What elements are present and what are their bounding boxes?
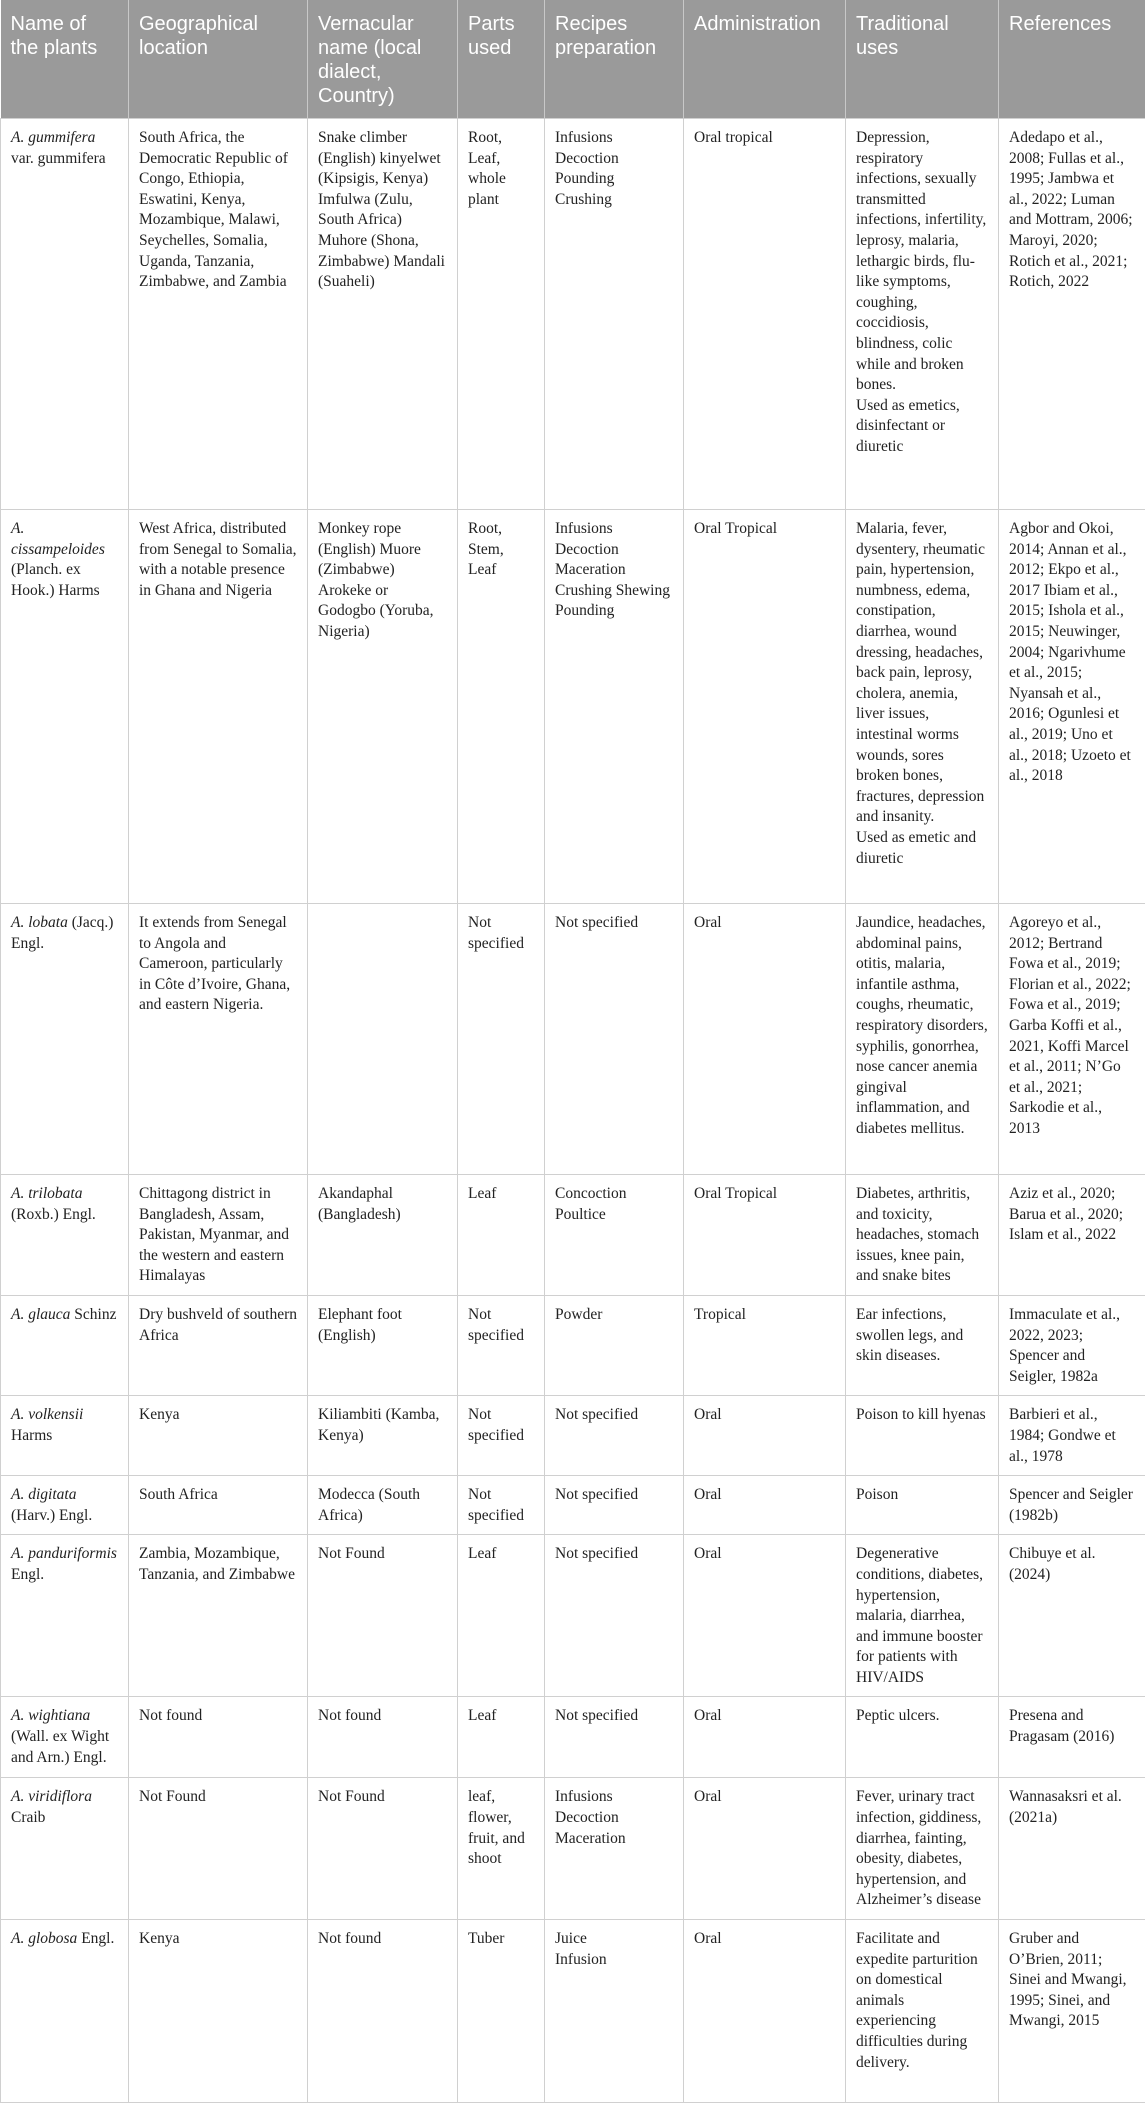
geographical-location-cell: Kenya	[129, 1396, 308, 1476]
table-row	[1, 1697, 1145, 1778]
traditional-uses-cell	[846, 119, 999, 510]
parts-used-cell: Leaf	[458, 1175, 545, 1296]
parts-used-cell: Leaf	[458, 1697, 545, 1778]
plant-scientific-name: A. glauca	[11, 1306, 70, 1323]
recipes-cell	[545, 1295, 684, 1395]
parts-used-cell: Leaf	[458, 1535, 545, 1697]
vernacular-name-cell: Kiliambiti (Kamba, Kenya)	[308, 1396, 458, 1476]
recipes-cell	[545, 1920, 684, 2103]
plant-name-cell	[1, 510, 129, 904]
plant-scientific-name: A. lobata	[11, 914, 68, 931]
use-item: Poison to kill hyenas	[856, 1405, 988, 1426]
plant-name-cell	[1, 1175, 129, 1296]
table-row	[1, 1920, 1145, 2103]
recipe-item: Not specified	[555, 1544, 673, 1565]
traditional-uses-cell	[846, 510, 999, 904]
table-row	[1, 1175, 1145, 1296]
use-item: Peptic ulcers.	[856, 1706, 988, 1727]
recipe-item: Pounding	[555, 601, 673, 622]
plant-authority: Engl.	[77, 1930, 114, 1947]
recipes-cell	[545, 1697, 684, 1778]
plant-name-cell	[1, 1778, 129, 1920]
plant-authority: Engl.	[11, 1566, 44, 1583]
plant-name-cell	[1, 119, 129, 510]
administration-cell: Tropical	[684, 1295, 846, 1395]
vernacular-name-cell: Not found	[308, 1697, 458, 1778]
plant-scientific-name: A. viridiflora	[11, 1788, 92, 1805]
plant-name-cell	[1, 1535, 129, 1697]
geographical-location-cell: It extends from Senegal to Angola and Cameroon, particularly in Côte d’Ivoire, Ghana, and eastern Nigeria.	[129, 904, 308, 1175]
table-row	[1, 1778, 1145, 1920]
geographical-location-cell: Dry bushveld of southern Africa	[129, 1295, 308, 1395]
plant-authority: Schinz	[70, 1306, 116, 1323]
vernacular-name-cell: Akandaphal (Bangladesh)	[308, 1175, 458, 1296]
geographical-location-cell: South Africa	[129, 1476, 308, 1535]
recipe-item: Crushing	[555, 190, 673, 211]
table-body	[1, 119, 1145, 2103]
recipe-item: Infusions	[555, 519, 673, 540]
recipe-item: Decoction	[555, 540, 673, 561]
recipe-item: Not specified	[555, 1485, 673, 1506]
plant-authority: var. gummifera	[11, 150, 106, 167]
recipe-item: Maceration	[555, 1829, 673, 1850]
geographical-location-cell: South Africa, the Democratic Republic of Congo, Ethiopia, Eswatini, Kenya, Mozambique, Malawi, Seychelles, Somalia, Uganda, Tanzania, Zimbabwe, and Zambia	[129, 119, 308, 510]
administration-cell: Oral Tropical	[684, 1175, 846, 1296]
header-administration: Administration	[684, 0, 846, 119]
administration-cell: Oral	[684, 1697, 846, 1778]
header-references: References	[999, 0, 1145, 119]
parts-used-cell: Root, Leaf, whole plant	[458, 119, 545, 510]
traditional-uses-cell	[846, 904, 999, 1175]
plant-scientific-name: A. panduriformis	[11, 1545, 117, 1562]
vernacular-name-cell: Snake climber (English) kinyelwet (Kipsigis, Kenya) Imfulwa (Zulu, South Africa) Muhore (Shona, Zimbabwe) Mandali (Suaheli)	[308, 119, 458, 510]
vernacular-name-cell: Elephant foot (English)	[308, 1295, 458, 1395]
header-traditional-uses: Traditional uses	[846, 0, 999, 119]
traditional-uses-cell	[846, 1920, 999, 2103]
references-cell: Adedapo et al., 2008; Fullas et al., 1995; Jambwa et al., 2022; Luman and Mottram, 2006; Maroyi, 2020; Rotich et al., 2021; Rotich, 2022	[999, 119, 1145, 510]
administration-cell: Oral tropical	[684, 119, 846, 510]
plant-name-cell	[1, 1295, 129, 1395]
geographical-location-cell: Not found	[129, 1697, 308, 1778]
plant-scientific-name: A. cissampeloides	[11, 520, 105, 558]
plant-scientific-name: A. wightiana	[11, 1707, 90, 1724]
traditional-uses-cell	[846, 1295, 999, 1395]
recipe-item: Decoction	[555, 149, 673, 170]
recipe-item: Not specified	[555, 1706, 673, 1727]
use-item: Used as emetics, disinfectant or diuretic	[856, 396, 988, 458]
references-cell: Wannasaksri et al. (2021a)	[999, 1778, 1145, 1920]
parts-used-cell: Not specified	[458, 904, 545, 1175]
administration-cell: Oral	[684, 1396, 846, 1476]
geographical-location-cell: Not Found	[129, 1778, 308, 1920]
header-name: Name of the plants	[1, 0, 129, 119]
recipe-item: Pounding	[555, 169, 673, 190]
references-cell: Gruber and O’Brien, 2011; Sinei and Mwangi, 1995; Sinei, and Mwangi, 2015	[999, 1920, 1145, 2103]
parts-used-cell: Tuber	[458, 1920, 545, 2103]
parts-used-cell: leaf, flower, fruit, and shoot	[458, 1778, 545, 1920]
plant-authority: (Wall. ex Wight and Arn.) Engl.	[11, 1728, 109, 1766]
use-item: Ear infections, swollen legs, and skin diseases.	[856, 1305, 988, 1367]
table-row	[1, 904, 1145, 1175]
header-vernacular-name: Vernacular name (local dialect, Country)	[308, 0, 458, 119]
geographical-location-cell: Zambia, Mozambique, Tanzania, and Zimbabwe	[129, 1535, 308, 1697]
traditional-uses-cell	[846, 1396, 999, 1476]
administration-cell: Oral Tropical	[684, 510, 846, 904]
recipes-cell	[545, 1778, 684, 1920]
plant-name-cell	[1, 1920, 129, 2103]
geographical-location-cell: Kenya	[129, 1920, 308, 2103]
plant-authority: (Jacq.) Engl.	[11, 914, 113, 952]
table-row	[1, 119, 1145, 510]
traditional-uses-cell	[846, 1778, 999, 1920]
recipes-cell	[545, 1535, 684, 1697]
table-row	[1, 1535, 1145, 1697]
administration-cell: Oral	[684, 1476, 846, 1535]
recipe-item: Maceration	[555, 560, 673, 581]
use-item: Facilitate and expedite parturition on domestical animals experiencing difficulties during delivery.	[856, 1929, 988, 2073]
references-cell: Chibuye et al. (2024)	[999, 1535, 1145, 1697]
recipes-cell	[545, 1476, 684, 1535]
administration-cell: Oral	[684, 1778, 846, 1920]
table-row	[1, 1396, 1145, 1476]
recipe-item: Not specified	[555, 1405, 673, 1426]
plant-authority: Craib	[11, 1809, 45, 1826]
recipe-item: Infusions	[555, 1787, 673, 1808]
vernacular-name-cell: Monkey rope (English) Muore (Zimbabwe) Arokeke or Godogbo (Yoruba, Nigeria)	[308, 510, 458, 904]
plant-scientific-name: A. digitata	[11, 1486, 76, 1503]
recipe-item: Decoction	[555, 1808, 673, 1829]
geographical-location-cell: Chittagong district in Bangladesh, Assam, Pakistan, Myanmar, and the western and eastern Himalayas	[129, 1175, 308, 1296]
use-item: Fever, urinary tract infection, giddiness, diarrhea, fainting, obesity, diabetes, hypertension, and Alzheimer’s disease	[856, 1787, 988, 1911]
plant-name-cell	[1, 1697, 129, 1778]
use-item: Diabetes, arthritis, and toxicity, headaches, stomach issues, knee pain, and snake bites	[856, 1184, 988, 1287]
recipe-item: Juice	[555, 1929, 673, 1950]
plant-authority: (Roxb.) Engl.	[11, 1206, 96, 1223]
plant-scientific-name: A. trilobata	[11, 1185, 82, 1202]
plant-authority: (Planch. ex Hook.) Harms	[11, 561, 100, 599]
header-parts-used: Parts used	[458, 0, 545, 119]
traditional-uses-cell	[846, 1535, 999, 1697]
plant-name-cell	[1, 1396, 129, 1476]
parts-used-cell: Not specified	[458, 1396, 545, 1476]
plant-scientific-name: A. volkensii	[11, 1406, 83, 1423]
use-item: Malaria, fever, dysentery, rheumatic pain, hypertension, numbness, edema, constipation, diarrhea, wound dressing, headaches, back pain, leprosy, cholera, anemia, liver issues, intestinal worms wounds, sores broken bones, fractures, depression and insanity.	[856, 519, 988, 828]
references-cell: Presena and Pragasam (2016)	[999, 1697, 1145, 1778]
plant-scientific-name: A. gummifera	[11, 129, 95, 146]
vernacular-name-cell: Not found	[308, 1920, 458, 2103]
table-row	[1, 1295, 1145, 1395]
references-cell: Agbor and Okoi, 2014; Annan et al., 2012; Ekpo et al., 2017 Ibiam et al., 2015; Ishola et al., 2015; Neuwinger, 2004; Ngarivhume et al., 2015; Nyansah et al., 2016; Ogunlesi et al., 2019; Uno et al., 2018; Uzoeto et al., 2018	[999, 510, 1145, 904]
plant-scientific-name: A. globosa	[11, 1930, 77, 1947]
references-cell: Agoreyo et al., 2012; Bertrand Fowa et al., 2019; Florian et al., 2022; Fowa et al., 2019; Garba Koffi et al., 2021, Koffi Marcel et al., 2011; N’Go et al., 2021; Sarkodie et al., 2013	[999, 904, 1145, 1175]
plant-name-cell	[1, 904, 129, 1175]
vernacular-name-cell: Modecca (South Africa)	[308, 1476, 458, 1535]
use-item: Poison	[856, 1485, 988, 1506]
parts-used-cell: Not specified	[458, 1295, 545, 1395]
vernacular-name-cell: Not Found	[308, 1535, 458, 1697]
recipe-item: Infusion	[555, 1950, 673, 1971]
vernacular-name-cell: Not Found	[308, 1778, 458, 1920]
use-item: Used as emetic and diuretic	[856, 828, 988, 869]
recipes-cell	[545, 904, 684, 1175]
recipe-item: Crushing Shewing	[555, 581, 673, 602]
table-row	[1, 1476, 1145, 1535]
administration-cell: Oral	[684, 1535, 846, 1697]
recipe-item: Not specified	[555, 913, 673, 934]
references-cell: Barbieri et al., 1984; Gondwe et al., 1978	[999, 1396, 1145, 1476]
header-geographical-location: Geographical location	[129, 0, 308, 119]
parts-used-cell: Not specified	[458, 1476, 545, 1535]
traditional-uses-cell	[846, 1175, 999, 1296]
plant-authority: Harms	[11, 1427, 52, 1444]
traditional-uses-cell	[846, 1476, 999, 1535]
plant-name-cell	[1, 1476, 129, 1535]
use-item: Degenerative conditions, diabetes, hypertension, malaria, diarrhea, and immune booster for patients with HIV/AIDS	[856, 1544, 988, 1688]
plant-authority: (Harv.) Engl.	[11, 1507, 92, 1524]
recipes-cell	[545, 510, 684, 904]
parts-used-cell: Root, Stem, Leaf	[458, 510, 545, 904]
header-recipes-preparation: Recipes preparation	[545, 0, 684, 119]
recipe-item: Infusions	[555, 128, 673, 149]
vernacular-name-cell	[308, 904, 458, 1175]
references-cell: Immaculate et al., 2022, 2023; Spencer and Seigler, 1982a	[999, 1295, 1145, 1395]
references-cell: Aziz et al., 2020; Barua et al., 2020; Islam et al., 2022	[999, 1175, 1145, 1296]
recipes-cell	[545, 119, 684, 510]
administration-cell: Oral	[684, 1920, 846, 2103]
recipes-cell	[545, 1175, 684, 1296]
recipe-item: Concoction	[555, 1184, 673, 1205]
references-cell: Spencer and Seigler (1982b)	[999, 1476, 1145, 1535]
administration-cell: Oral	[684, 904, 846, 1175]
geographical-location-cell: West Africa, distributed from Senegal to Somalia, with a notable presence in Ghana and Nigeria	[129, 510, 308, 904]
table-header	[1, 0, 1145, 119]
traditional-uses-cell	[846, 1697, 999, 1778]
use-item: Depression, respiratory infections, sexually transmitted infections, infertility, leprosy, malaria, lethargic birds, flu-like symptoms, coughing, coccidiosis, blindness, colic while and broken bones.	[856, 128, 988, 396]
recipe-item: Powder	[555, 1305, 673, 1326]
table-row	[1, 510, 1145, 904]
recipe-item: Poultice	[555, 1205, 673, 1226]
use-item: Jaundice, headaches, abdominal pains, otitis, malaria, infantile asthma, coughs, rheumatic, respiratory disorders, syphilis, gonorrhea, nose cancer anemia gingival inflammation, and diabetes mellitus.	[856, 913, 988, 1140]
recipes-cell	[545, 1396, 684, 1476]
